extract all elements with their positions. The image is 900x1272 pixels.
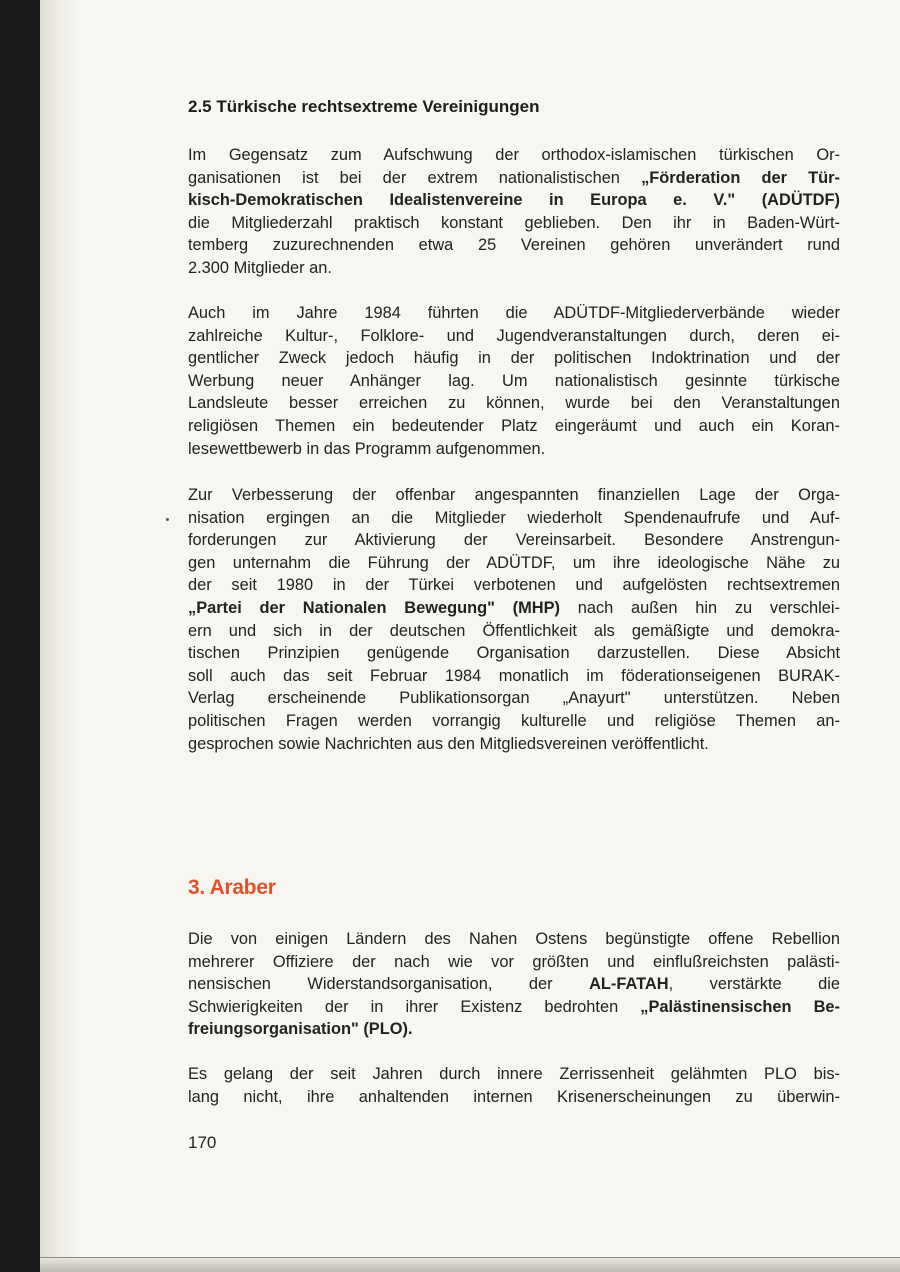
text-line xyxy=(188,1086,840,1109)
text-run: der seit 1980 in der Türkei verbotenen und aufgelösten rechtsextremen xyxy=(188,576,840,595)
text-run: die Mitgliederzahl praktisch konstant geblieben. Den ihr in Baden-Würt- xyxy=(188,213,840,232)
text-run: Landsleute besser erreichen zu können, wurde bei den Veranstaltungen xyxy=(188,394,840,413)
text-run: temberg zuzurechnenden etwa 25 Vereinen gehören unverändert rund xyxy=(188,236,840,255)
text-line xyxy=(188,552,840,575)
text-run: gentlicher Zweck jedoch häufig in der politischen Indoktrination und der xyxy=(188,349,840,368)
bold-text: „Förderation der Tür- xyxy=(641,168,840,187)
text-line xyxy=(188,642,840,665)
text-line xyxy=(188,529,840,552)
text-run: lang nicht, ihre anhaltenden internen Krisenerscheinungen zu überwin- xyxy=(188,1087,840,1106)
text-run: mehrerer Offiziere der nach wie vor größten und einflußreichsten palästi- xyxy=(188,952,840,971)
text-run: , verstärkte die xyxy=(668,975,840,994)
paragraph-plo-crisis xyxy=(188,1063,840,1108)
text-run: 2.300 Mitglieder an. xyxy=(188,258,332,277)
text-run: gesprochen sowie Nachrichten aus den Mitgliedsvereinen veröffentlicht. xyxy=(188,734,709,753)
text-run: religiösen Themen ein bedeutender Platz eingeräumt und auch ein Koran- xyxy=(188,416,840,435)
text-line xyxy=(188,325,840,348)
text-run: politischen Fragen werden vorrangig kulturelle und religiöse Themen an- xyxy=(188,711,840,730)
text-line xyxy=(188,574,840,597)
text-run: Es gelang der seit Jahren durch innere Zerrissenheit gelähmten PLO bis- xyxy=(188,1065,840,1083)
text-line xyxy=(188,507,840,530)
text-run: Auch im Jahre 1984 führten die ADÜTDF-Mitgliederverbände wieder xyxy=(188,304,840,322)
text-run: Zur Verbesserung der offenbar angespannten finanziellen Lage der Orga- xyxy=(188,486,840,504)
text-line xyxy=(188,144,840,167)
page-number: 170 xyxy=(188,1133,217,1152)
text-line xyxy=(188,996,840,1019)
text-line xyxy=(188,710,840,733)
text-run: gen unternahm die Führung der ADÜTDF, um ihre ideologische Nähe zu xyxy=(188,553,840,572)
bold-text: „Palästinensischen Be- xyxy=(640,997,840,1016)
paragraph-adutdf-intro xyxy=(188,144,840,280)
text-line xyxy=(188,951,840,974)
text-run: ganisationen ist bei der extrem nationalistischen xyxy=(188,168,642,187)
text-line xyxy=(188,302,840,325)
text-line xyxy=(188,620,840,643)
text-line xyxy=(188,665,840,688)
bold-text: kisch-Demokratischen Idealistenvereine in Europa e. V." (ADÜTDF) xyxy=(188,191,840,210)
text-line xyxy=(188,347,840,370)
text-run: nach außen hin zu verschlei- xyxy=(559,598,841,617)
text-line xyxy=(188,167,840,190)
text-line xyxy=(188,189,840,212)
text-line xyxy=(188,1063,840,1086)
page-bottom-edge xyxy=(40,1257,900,1272)
paragraph-arab-rebellion xyxy=(188,928,840,1041)
text-line xyxy=(188,234,840,257)
text-run: forderungen zur Aktivierung der Vereinsarbeit. Besondere Anstrengun- xyxy=(188,531,840,550)
paragraph-adutdf-finances xyxy=(188,484,840,755)
text-run: Die von einigen Ländern des Nahen Ostens begünstigte offene Rebellion xyxy=(188,930,840,948)
text-line xyxy=(188,484,840,507)
bold-text: freiungsorganisation" (PLO). xyxy=(188,1020,413,1039)
bold-text: AL-FATAH xyxy=(589,975,669,994)
text-run: zahlreiche Kultur-, Folklore- und Jugendveranstaltungen durch, deren ei- xyxy=(188,326,840,345)
text-line xyxy=(188,597,840,620)
text-line xyxy=(188,212,840,235)
text-line xyxy=(188,973,840,996)
text-run: lesewettbewerb in das Programm aufgenommen. xyxy=(188,439,546,458)
text-line xyxy=(188,687,840,710)
text-line xyxy=(188,438,840,461)
bold-text: „Partei der Nationalen Bewegung" (MHP) xyxy=(188,598,560,617)
text-run: nensischen Widerstandsorganisation, der xyxy=(188,975,590,994)
text-line xyxy=(188,928,840,951)
text-line xyxy=(188,733,840,756)
text-line xyxy=(188,257,840,280)
text-run: nisation ergingen an die Mitglieder wiederholt Spendenaufrufe und Auf- xyxy=(188,508,840,527)
chapter-title: 3. Araber xyxy=(188,876,276,899)
margin-mark xyxy=(166,518,169,521)
text-line xyxy=(188,370,840,393)
text-run: soll auch das seit Februar 1984 monatlich im föderationseigenen BURAK- xyxy=(188,666,840,685)
paragraph-adutdf-events xyxy=(188,302,840,460)
text-line xyxy=(188,392,840,415)
text-line xyxy=(188,415,840,438)
text-run: tischen Prinzipien genügende Organisation darzustellen. Diese Absicht xyxy=(188,644,840,663)
text-line xyxy=(188,1018,840,1041)
text-run: ern und sich in der deutschen Öffentlichkeit als gemäßigte und demokra- xyxy=(188,621,840,640)
text-run: Schwierigkeiten der in ihrer Existenz bedrohten xyxy=(188,997,641,1016)
section-heading: 2.5 Türkische rechtsextreme Vereinigungen xyxy=(188,97,540,116)
text-run: Werbung neuer Anhänger lag. Um nationalistisch gesinnte türkische xyxy=(188,371,840,390)
text-run: Verlag erscheinende Publikationsorgan „Anayurt" unterstützen. Neben xyxy=(188,689,840,708)
text-run: Im Gegensatz zum Aufschwung der orthodox-islamischen türkischen Or- xyxy=(188,146,840,164)
